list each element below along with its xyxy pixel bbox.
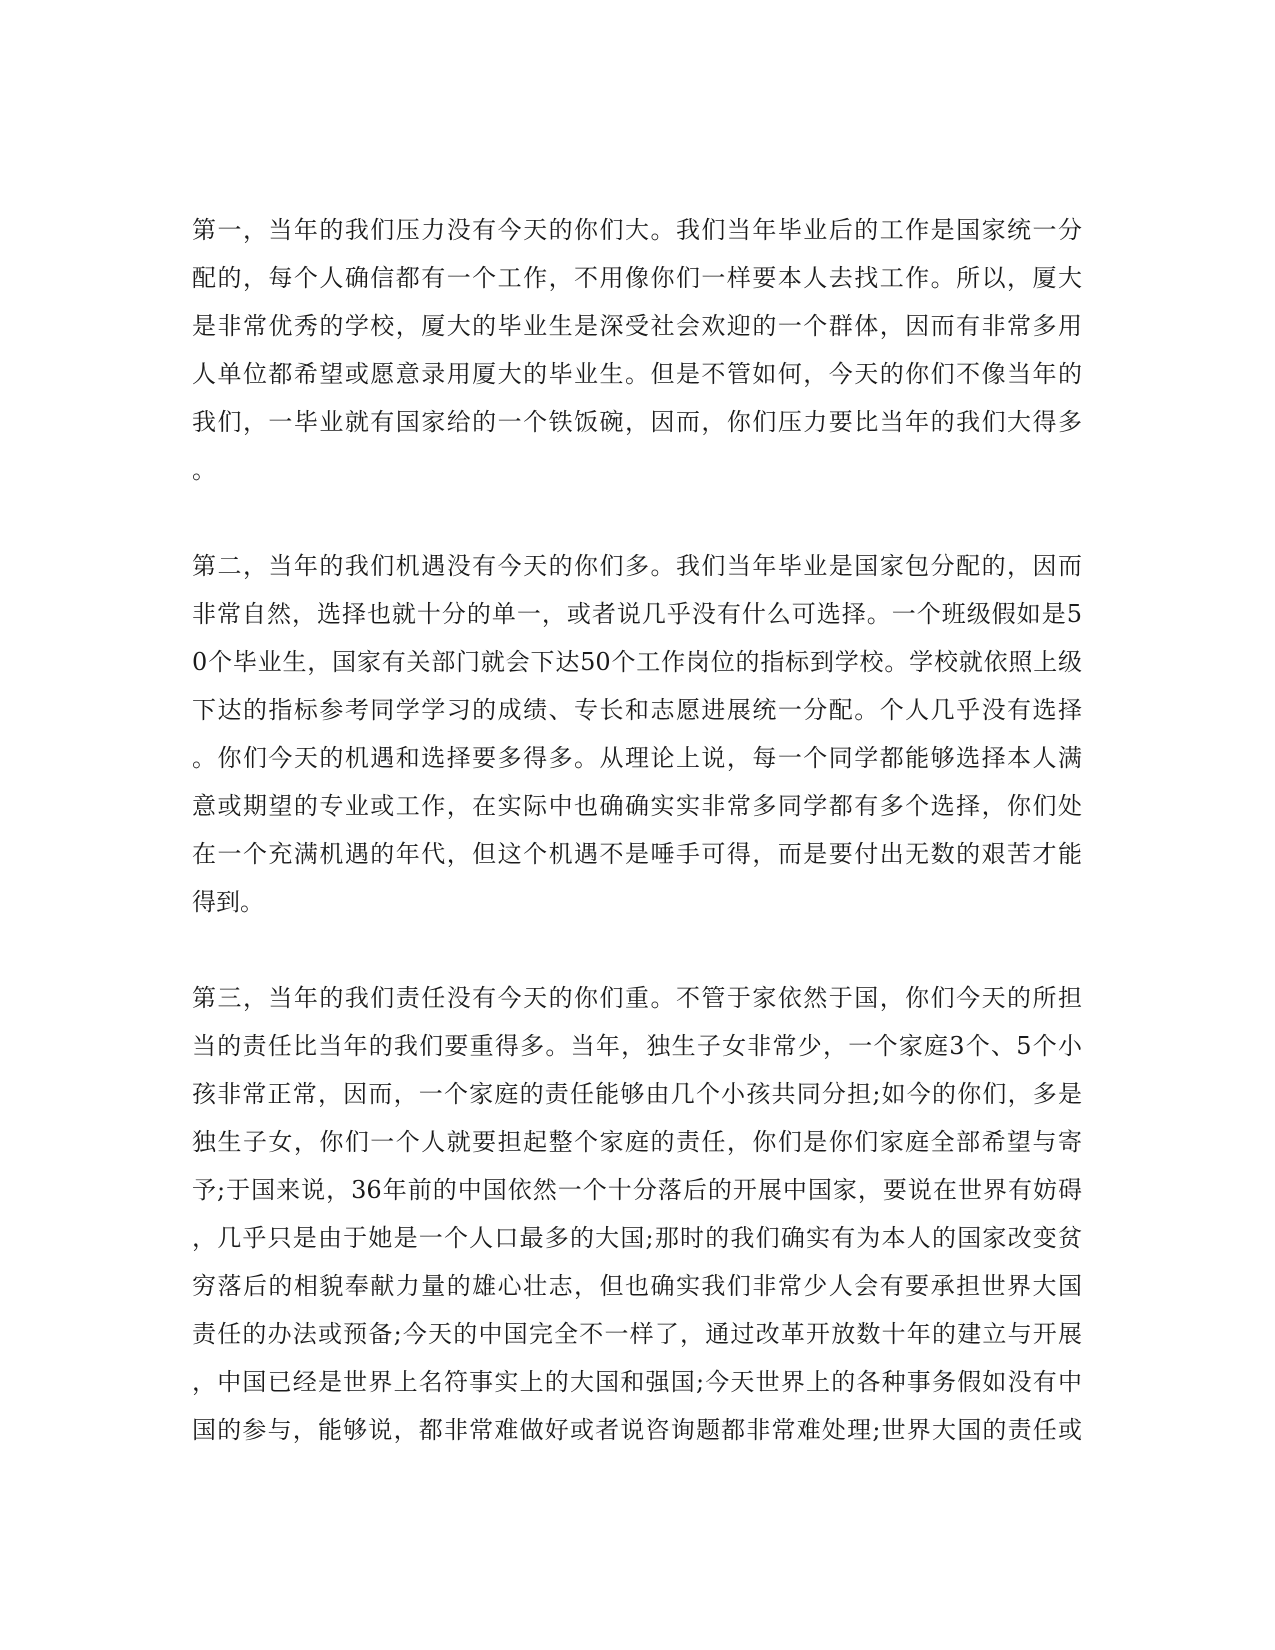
text-line: 我们，一毕业就有国家给的一个铁饭碗，因而，你们压力要比当年的我们大得多 — [192, 408, 1082, 436]
text-line: ，几乎只是由于她是一个人口最多的大国;那时的我们确实有为本人的国家改变贫 — [192, 1224, 1082, 1252]
text-line: 责任的办法或预备;今天的中国完全不一样了，通过改革开放数十年的建立与开展 — [192, 1320, 1082, 1348]
text-line: 第二，当年的我们机遇没有今天的你们多。我们当年毕业是国家包分配的，因而 — [192, 552, 1082, 580]
text-line: 意或期望的专业或工作，在实际中也确确实实非常多同学都有多个选择，你们处 — [192, 792, 1082, 820]
text-line: 人单位都希望或愿意录用厦大的毕业生。但是不管如何，今天的你们不像当年的 — [192, 360, 1082, 388]
text-line: 独生子女，你们一个人就要担起整个家庭的责任，你们是你们家庭全部希望与寄 — [192, 1128, 1082, 1156]
text-line: 国的参与，能够说，都非常难做好或者说咨询题都非常难处理;世界大国的责任或 — [192, 1416, 1082, 1444]
text-line: 在一个充满机遇的年代，但这个机遇不是唾手可得，而是要付出无数的艰苦才能 — [192, 840, 1082, 868]
paragraph-2 — [192, 542, 1082, 926]
text-line: 孩非常正常，因而，一个家庭的责任能够由几个小孩共同分担;如今的你们，多是 — [192, 1080, 1082, 1108]
text-line: 予;于国来说，36年前的中国依然一个十分落后的开展中国家，要说在世界有妨碍 — [192, 1176, 1082, 1204]
text-line: 第一，当年的我们压力没有今天的你们大。我们当年毕业后的工作是国家统一分 — [192, 216, 1082, 244]
text-line: 得到。 — [192, 888, 264, 916]
text-line: 第三，当年的我们责任没有今天的你们重。不管于家依然于国，你们今天的所担 — [192, 984, 1082, 1012]
document-body — [192, 206, 1082, 1502]
text-line: 配的，每个人确信都有一个工作，不用像你们一样要本人去找工作。所以，厦大 — [192, 264, 1082, 292]
paragraph-1 — [192, 206, 1082, 494]
text-line: 0个毕业生，国家有关部门就会下达50个工作岗位的指标到学校。学校就依照上级 — [192, 648, 1082, 676]
paragraph-3 — [192, 974, 1082, 1454]
text-line: 。你们今天的机遇和选择要多得多。从理论上说，每一个同学都能够选择本人满 — [192, 744, 1082, 772]
text-line: 穷落后的相貌奉献力量的雄心壮志，但也确实我们非常少人会有要承担世界大国 — [192, 1272, 1082, 1300]
text-line: 。 — [192, 456, 216, 484]
text-line: ，中国已经是世界上名符事实上的大国和强国;今天世界上的各种事务假如没有中 — [192, 1368, 1082, 1396]
text-line: 下达的指标参考同学学习的成绩、专长和志愿进展统一分配。个人几乎没有选择 — [192, 696, 1082, 724]
text-line: 当的责任比当年的我们要重得多。当年，独生子女非常少，一个家庭3个、5个小 — [192, 1032, 1082, 1060]
text-line: 非常自然，选择也就十分的单一，或者说几乎没有什么可选择。一个班级假如是5 — [192, 600, 1082, 628]
text-line: 是非常优秀的学校，厦大的毕业生是深受社会欢迎的一个群体，因而有非常多用 — [192, 312, 1082, 340]
